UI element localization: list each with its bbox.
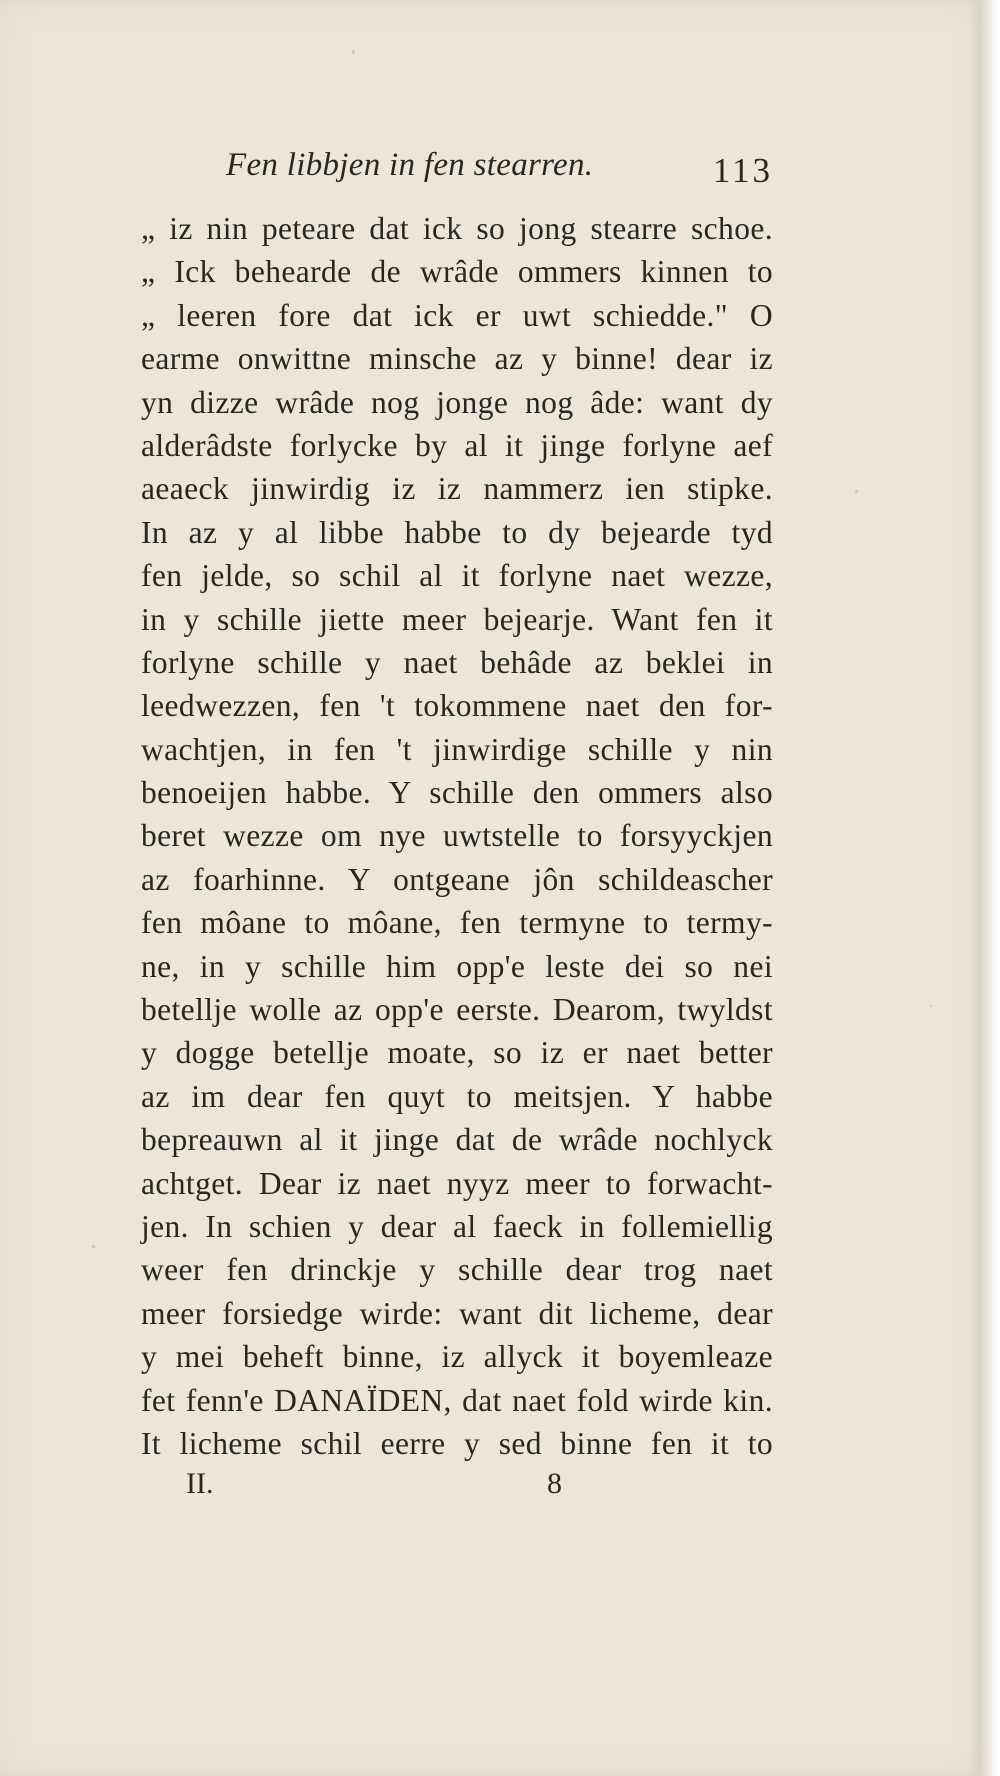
text-line: yn dizze wrâde nog jonge nog âde: want dy	[141, 384, 773, 420]
text-line: betellje wolle az opp'e eerste. Dearom, twyldst	[141, 992, 773, 1028]
text-block	[141, 145, 773, 1511]
running-header	[141, 145, 773, 207]
body-text	[141, 207, 773, 1465]
page-edge	[980, 0, 1000, 1776]
text-line: meer forsiedge wirde: want dit licheme, dear	[141, 1295, 773, 1331]
paper-speck	[930, 1005, 932, 1007]
text-line: wachtjen, in fen 't jinwirdige schille y nin	[141, 731, 773, 767]
text-line: fet fenn'e DANAÏDEN, dat naet fold wirde kin.	[141, 1382, 773, 1418]
text-line: beret wezze om nye uwtstelle to forsyyckjen	[141, 818, 773, 854]
text-line: alderâdste forlycke by al it jinge forlyne aef	[141, 427, 773, 463]
text-line: leedwezzen, fen 't tokommene naet den for-	[141, 688, 773, 724]
text-line: bepreauwn al it jinge dat de wrâde nochlyck	[141, 1122, 773, 1158]
text-line: aeaeck jinwirdig iz iz nammerz ien stipke.	[141, 471, 773, 507]
text-line: It licheme schil eerre y sed binne fen it to	[141, 1425, 773, 1461]
text-line: forlyne schille y naet behâde az beklei in	[141, 644, 773, 680]
text-line: in y schille jiette meer bejearje. Want fen it	[141, 601, 773, 637]
text-line: y mei beheft binne, iz allyck it boyemleaze	[141, 1339, 773, 1375]
text-line: weer fen drinckje y schille dear trog naet	[141, 1252, 773, 1288]
page-footer	[141, 1465, 773, 1511]
text-line: „ Ick behearde de wrâde ommers kinnen to	[141, 254, 773, 290]
signature-mark: 8	[547, 1467, 562, 1501]
paper-speck	[92, 1245, 95, 1248]
text-line: „ iz nin peteare dat ick so jong stearre schoe.	[141, 211, 773, 246]
text-line: earme onwittne minsche az y binne! dear iz	[141, 341, 773, 377]
text-line: jen. In schien y dear al faeck in follemiellig	[141, 1208, 773, 1244]
text-line: fen jelde, so schil al it forlyne naet wezze,	[141, 558, 773, 594]
text-line: az im dear fen quyt to meitsjen. Y habbe	[141, 1078, 773, 1114]
text-line: „ leeren fore dat ick er uwt schiedde." O	[141, 297, 773, 333]
text-line: benoeijen habbe. Y schille den ommers also	[141, 775, 773, 811]
text-line: ne, in y schille him opp'e leste dei so nei	[141, 948, 773, 984]
running-title: Fen libbjen in fen stearren.	[226, 147, 594, 183]
text-line: fen môane to môane, fen termyne to termy-	[141, 905, 773, 941]
text-line: achtget. Dear iz naet nyyz meer to forwacht-	[141, 1165, 773, 1201]
page-number: 113	[712, 151, 773, 190]
paper-speck	[855, 490, 858, 493]
volume-number: II.	[186, 1467, 214, 1501]
text-line: az foarhinne. Y ontgeane jôn schildeascher	[141, 861, 773, 897]
paper-speck	[352, 50, 355, 54]
text-line: y dogge betellje moate, so iz er naet better	[141, 1035, 773, 1071]
text-line: In az y al libbe habbe to dy bejearde tyd	[141, 514, 773, 550]
